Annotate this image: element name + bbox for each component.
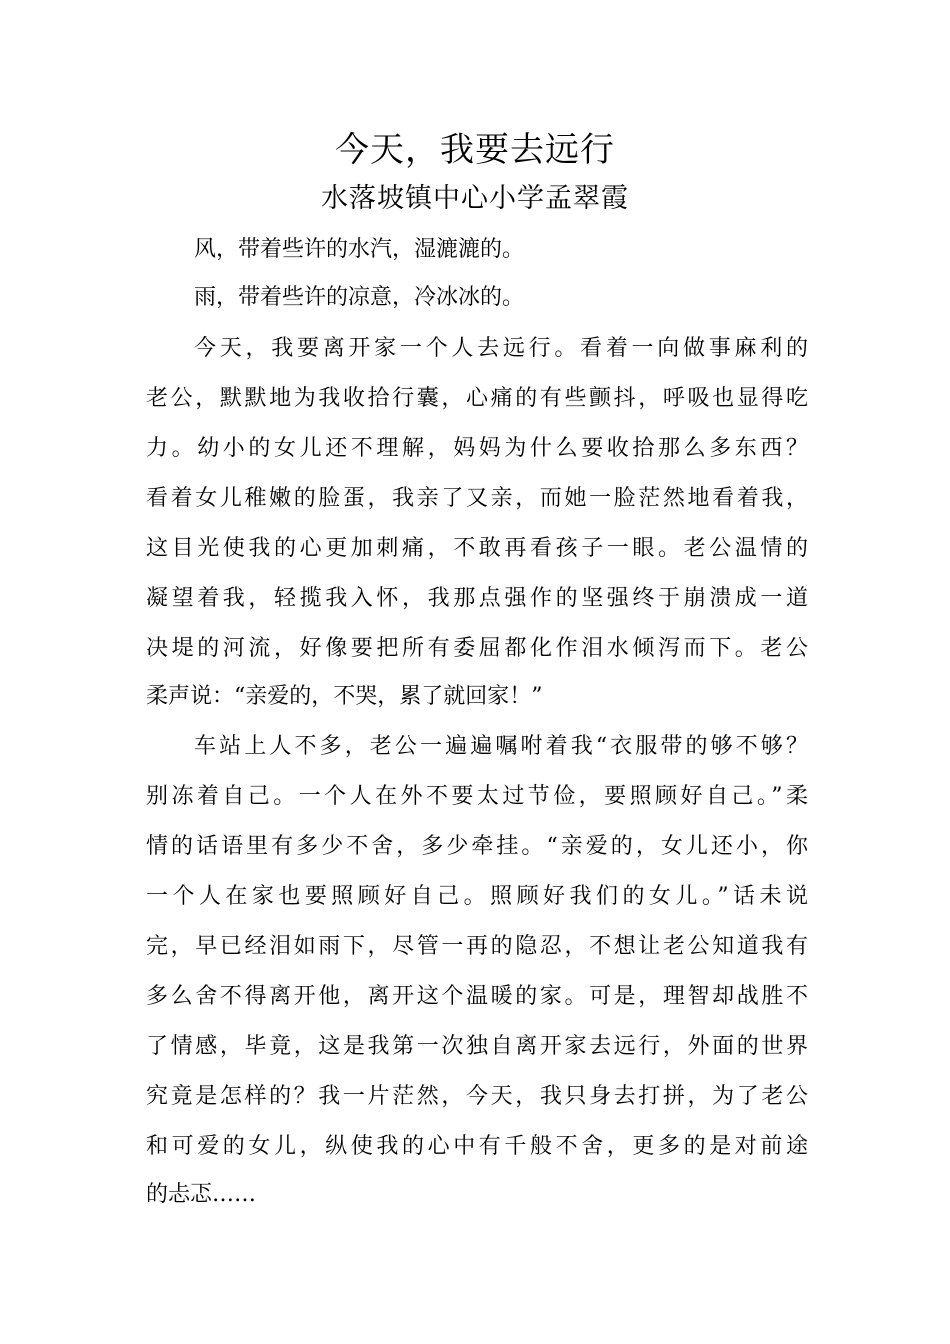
author-line: 水落坡镇中心小学孟翠霞 bbox=[321, 183, 629, 214]
text-line: 雨，带着些许的凉意，冷冰冰的。 bbox=[194, 285, 525, 310]
text-line: 力。幼小的女儿还不理解，妈妈为什么要收拾那么多东西？ bbox=[146, 436, 808, 461]
text-line: 今天，我要离开家一个人去远行。看着一向做事麻利的 bbox=[194, 336, 808, 361]
text-line: 风，带着些许的水汽，湿漉漉的。 bbox=[194, 237, 525, 262]
text-line: 的忐忑…… bbox=[146, 1182, 257, 1207]
text-line: 别冻着自己。一个人在外不要太过节俭，要照顾好自己。”柔 bbox=[146, 784, 808, 809]
text-line: 车站上人不多，老公一遍遍嘱咐着我“衣服带的够不够？ bbox=[194, 734, 808, 759]
text-line: 老公，默默地为我收拾行囊，心痛的有些颤抖，呼吸也显得吃 bbox=[146, 386, 808, 411]
text-line: 这目光使我的心更加刺痛，不敢再看孩子一眼。老公温情的 bbox=[146, 536, 808, 561]
text-line: 多么舍不得离开他，离开这个温暖的家。可是，理智却战胜不 bbox=[146, 984, 808, 1009]
text-line: 凝望着我，轻揽我入怀，我那点强作的坚强终于崩溃成一道 bbox=[146, 586, 808, 611]
text-line: 究竟是怎样的？我一片茫然，今天，我只身去打拼，为了老公 bbox=[146, 1084, 808, 1109]
page-title: 今天，我要去远行 bbox=[335, 130, 615, 170]
text-line: 决堤的河流，好像要把所有委屈都化作泪水倾泻而下。老公 bbox=[146, 636, 808, 661]
text-line: 一个人在家也要照顾好自己。照顾好我们的女儿。”话未说 bbox=[146, 884, 808, 909]
text-line: 和可爱的女儿，纵使我的心中有千般不舍，更多的是对前途 bbox=[146, 1134, 808, 1159]
text-line: 了情感，毕竟，这是我第一次独自离开家去远行，外面的世界 bbox=[146, 1034, 808, 1059]
text-line: 情的话语里有多少不舍，多少牵挂。“亲爱的，女儿还小，你 bbox=[146, 834, 808, 859]
text-line: 柔声说：“亲爱的，不哭，累了就回家！” bbox=[146, 684, 543, 709]
text-line: 看着女儿稚嫩的脸蛋，我亲了又亲，而她一脸茫然地看着我， bbox=[146, 486, 808, 511]
text-line: 完，早已经泪如雨下，尽管一再的隐忍，不想让老公知道我有 bbox=[146, 934, 808, 959]
